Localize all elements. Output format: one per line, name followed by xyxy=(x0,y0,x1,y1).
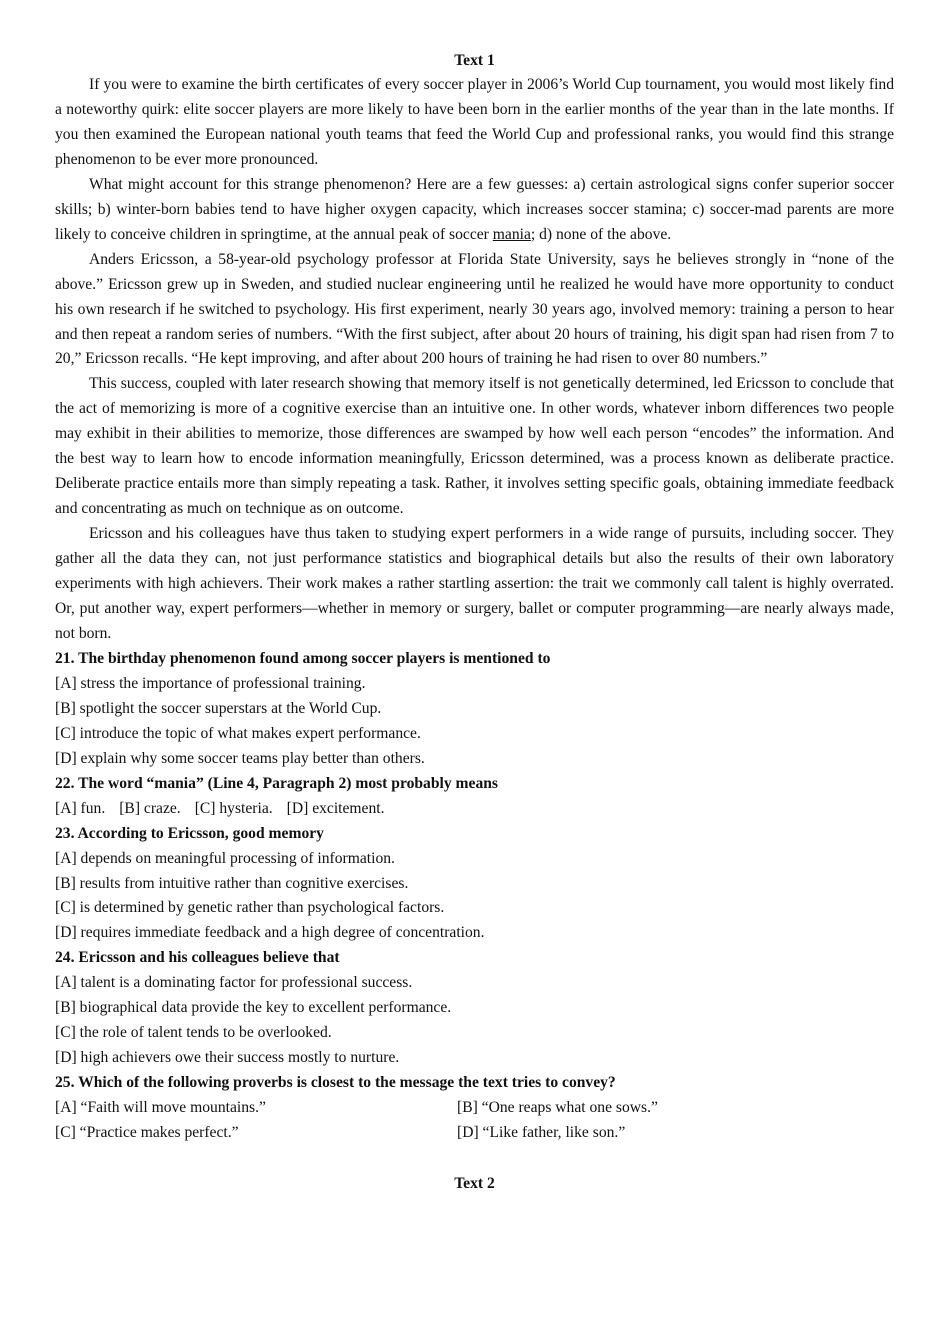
paragraph-4: This success, coupled with later research showing that memory itself is not genetically determined, led Ericsson to conclude that the act of memorizing is more of a cognitive exercise than an intuitive one. In other words, whatever inborn differences two people may exhibit in their abilities to memorize, those differences are swamped by how well each person “encodes” the information. And the best way to learn how to encode information meaningfully, Ericsson determined, was a process known as deliberate practice. Deliberate practice entails more than simply repeating a task. Rather, it involves setting specific goals, obtaining immediate feedback and concentrating as much on technique as on outcome. xyxy=(55,375,894,518)
question-stem: 23. According to Ericsson, good memory xyxy=(55,824,324,842)
option-d: [D] “Like father, like son.” xyxy=(457,1124,626,1142)
question-stem: 21. The birthday phenomenon found among soccer players is mentioned to xyxy=(55,649,551,667)
paragraph-3: Anders Ericsson, a 58-year-old psychology professor at Florida State University, says he believes strongly in “none of the above.” Ericsson grew up in Sweden, and studied nuclear engineering until he realized he would have more opportunity to conduct his own research if he switched to psychology. His first experiment, nearly 30 years ago, involved memory: training a person to hear and then repeat a random series of numbers. “With the first subject, after about 20 hours of training, his digit span had risen from 7 to 20,” Ericsson recalls. “He kept improving, and after about 200 hours of training he had risen to over 80 numbers.” xyxy=(55,250,894,368)
question-23 xyxy=(55,822,894,947)
option-d: [D] excitement. xyxy=(286,799,385,817)
question-stem: 25. Which of the following proverbs is closest to the message the text tries to convey? xyxy=(55,1074,616,1092)
option-c: [C] “Practice makes perfect.” xyxy=(55,1124,239,1142)
option-a: [A] fun. xyxy=(55,799,106,817)
options-row-1 xyxy=(55,1096,894,1121)
options-row xyxy=(55,797,894,822)
paragraph-2 xyxy=(55,173,894,248)
question-24 xyxy=(55,946,894,1071)
exam-page xyxy=(55,48,894,1196)
options-row-2 xyxy=(55,1121,894,1146)
option-b: [B] craze. xyxy=(119,799,181,817)
question-25 xyxy=(55,1071,894,1146)
option-b: [B] “One reaps what one sows.” xyxy=(457,1099,658,1117)
paragraph-5: Ericsson and his colleagues have thus taken to studying expert performers in a wide range of pursuits, including soccer. They gather all the data they can, not just performance statistics and biographical details but also the results of their own laboratory experiments with high achievers. Their work makes a rather startling assertion: the trait we commonly call talent is highly overrated. Or, put another way, expert performers—whether in memory or surgery, ballet or computer programming—are nearly always made, not born. xyxy=(55,525,894,642)
option-c: [C] hysteria. xyxy=(194,799,273,817)
option-a: [A] depends on meaningful processing of information. xyxy=(55,849,395,867)
paragraph-2-text-before: What might account for this strange phenomenon? Here are a few guesses: a) certain astrological signs confer superior soccer skills; b) winter-born babies tend to have higher oxygen capacity, which increases soccer stamina; c) soccer-mad parents are more likely to conceive children in springtime, at the annual peak of soccer xyxy=(55,175,894,243)
text1-title: Text 1 xyxy=(454,52,495,69)
option-d: [D] high achievers owe their success mostly to nurture. xyxy=(55,1049,400,1067)
option-b: [B] spotlight the soccer superstars at the World Cup. xyxy=(55,699,382,717)
option-a: [A] stress the importance of professional training. xyxy=(55,674,366,692)
underlined-word-mania: mania xyxy=(492,225,531,243)
option-d: [D] requires immediate feedback and a high degree of concentration. xyxy=(55,924,485,942)
option-b: [B] results from intuitive rather than cognitive exercises. xyxy=(55,874,409,892)
question-stem: 22. The word “mania” (Line 4, Paragraph 2) most probably means xyxy=(55,774,499,792)
option-c: [C] is determined by genetic rather than psychological factors. xyxy=(55,899,445,917)
option-c: [C] the role of talent tends to be overlooked. xyxy=(55,1024,332,1042)
question-21 xyxy=(55,647,894,772)
paragraph-2-text-after: ; d) none of the above. xyxy=(530,225,672,243)
option-a: [A] talent is a dominating factor for professional success. xyxy=(55,974,413,992)
question-stem: 24. Ericsson and his colleagues believe that xyxy=(55,949,340,967)
paragraph-1: If you were to examine the birth certificates of every soccer player in 2006’s World Cup tournament, you would most likely find a noteworthy quirk: elite soccer players are more likely to have been born in the earlier months of the year than in the late months. If you then examined the European national youth teams that feed the World Cup and professional ranks, you would find this strange phenomenon to be ever more pronounced. xyxy=(55,76,894,168)
text2-title: Text 2 xyxy=(454,1174,495,1192)
option-a: [A] “Faith will move mountains.” xyxy=(55,1099,266,1117)
option-c: [C] introduce the topic of what makes expert performance. xyxy=(55,724,421,742)
option-b: [B] biographical data provide the key to excellent performance. xyxy=(55,999,452,1017)
option-d: [D] explain why some soccer teams play better than others. xyxy=(55,749,425,767)
question-22 xyxy=(55,772,894,822)
